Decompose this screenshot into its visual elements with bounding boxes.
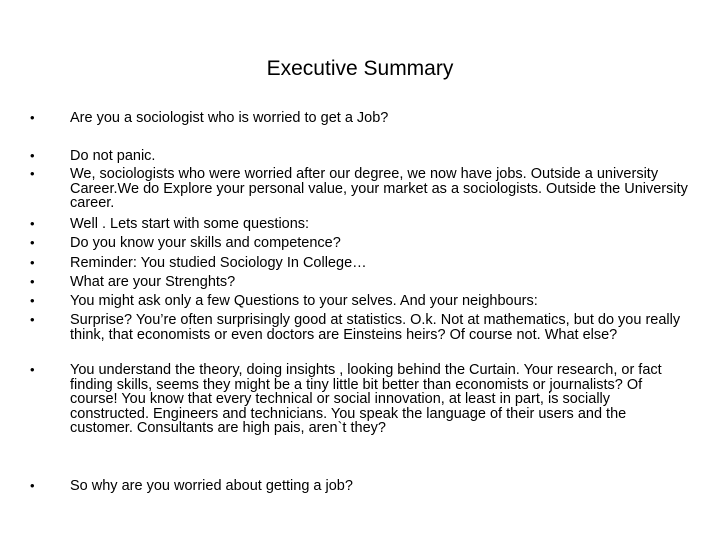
bullet-icon: • (30, 293, 35, 308)
bullet-icon: • (30, 362, 35, 377)
list-item-text: What are your Strenghts? (70, 274, 236, 290)
bullet-icon: • (30, 255, 35, 270)
slide-title: Executive Summary (266, 57, 454, 80)
list-item-text: Do you know your skills and competence? (70, 235, 341, 251)
list-item-text: Well . Lets start with some questions: (70, 216, 310, 232)
list-item-text: You might ask only a few Questions to your selves. And your neighbours: (70, 293, 538, 309)
list-item-text: Reminder: You studied Sociology In College… (70, 255, 367, 271)
bullet-icon: • (30, 478, 35, 493)
list-item-text: Surprise? You’re often surprisingly good at statistics. O.k. Not at mathematics, but do you really think, that economists or even doctors are Einsteins heirs? Of course not. What else? (70, 312, 681, 343)
list-item-text: We, sociologists who were worried after our degree, we now have jobs. Outside a university Career.We do Explore your personal value, your market as a sociologists. Outside the University career. (70, 166, 688, 211)
bullet-icon: • (30, 166, 35, 181)
list-item-text: So why are you worried about getting a job? (70, 478, 353, 494)
bullet-icon: • (30, 148, 35, 163)
bullet-icon: • (30, 235, 35, 250)
list-item-text: Are you a sociologist who is worried to get a Job? (70, 110, 389, 126)
list-item-text: Do not panic. (70, 148, 156, 164)
bullet-icon: • (30, 110, 35, 125)
bullet-icon: • (30, 274, 35, 289)
bullet-icon: • (30, 312, 35, 327)
list-item-text: You understand the theory, doing insights , looking behind the Curtain. Your research, or fact finding skills, seems they might be a tiny little bit better than economists or journalists? Of course! You know that every technical or social innovation, at least in part, is socially constructed. Engineers and technicians. You speak the language of their users and the customer. Consultants are high pais, aren`t they? (70, 362, 662, 436)
bullet-icon: • (30, 216, 35, 231)
